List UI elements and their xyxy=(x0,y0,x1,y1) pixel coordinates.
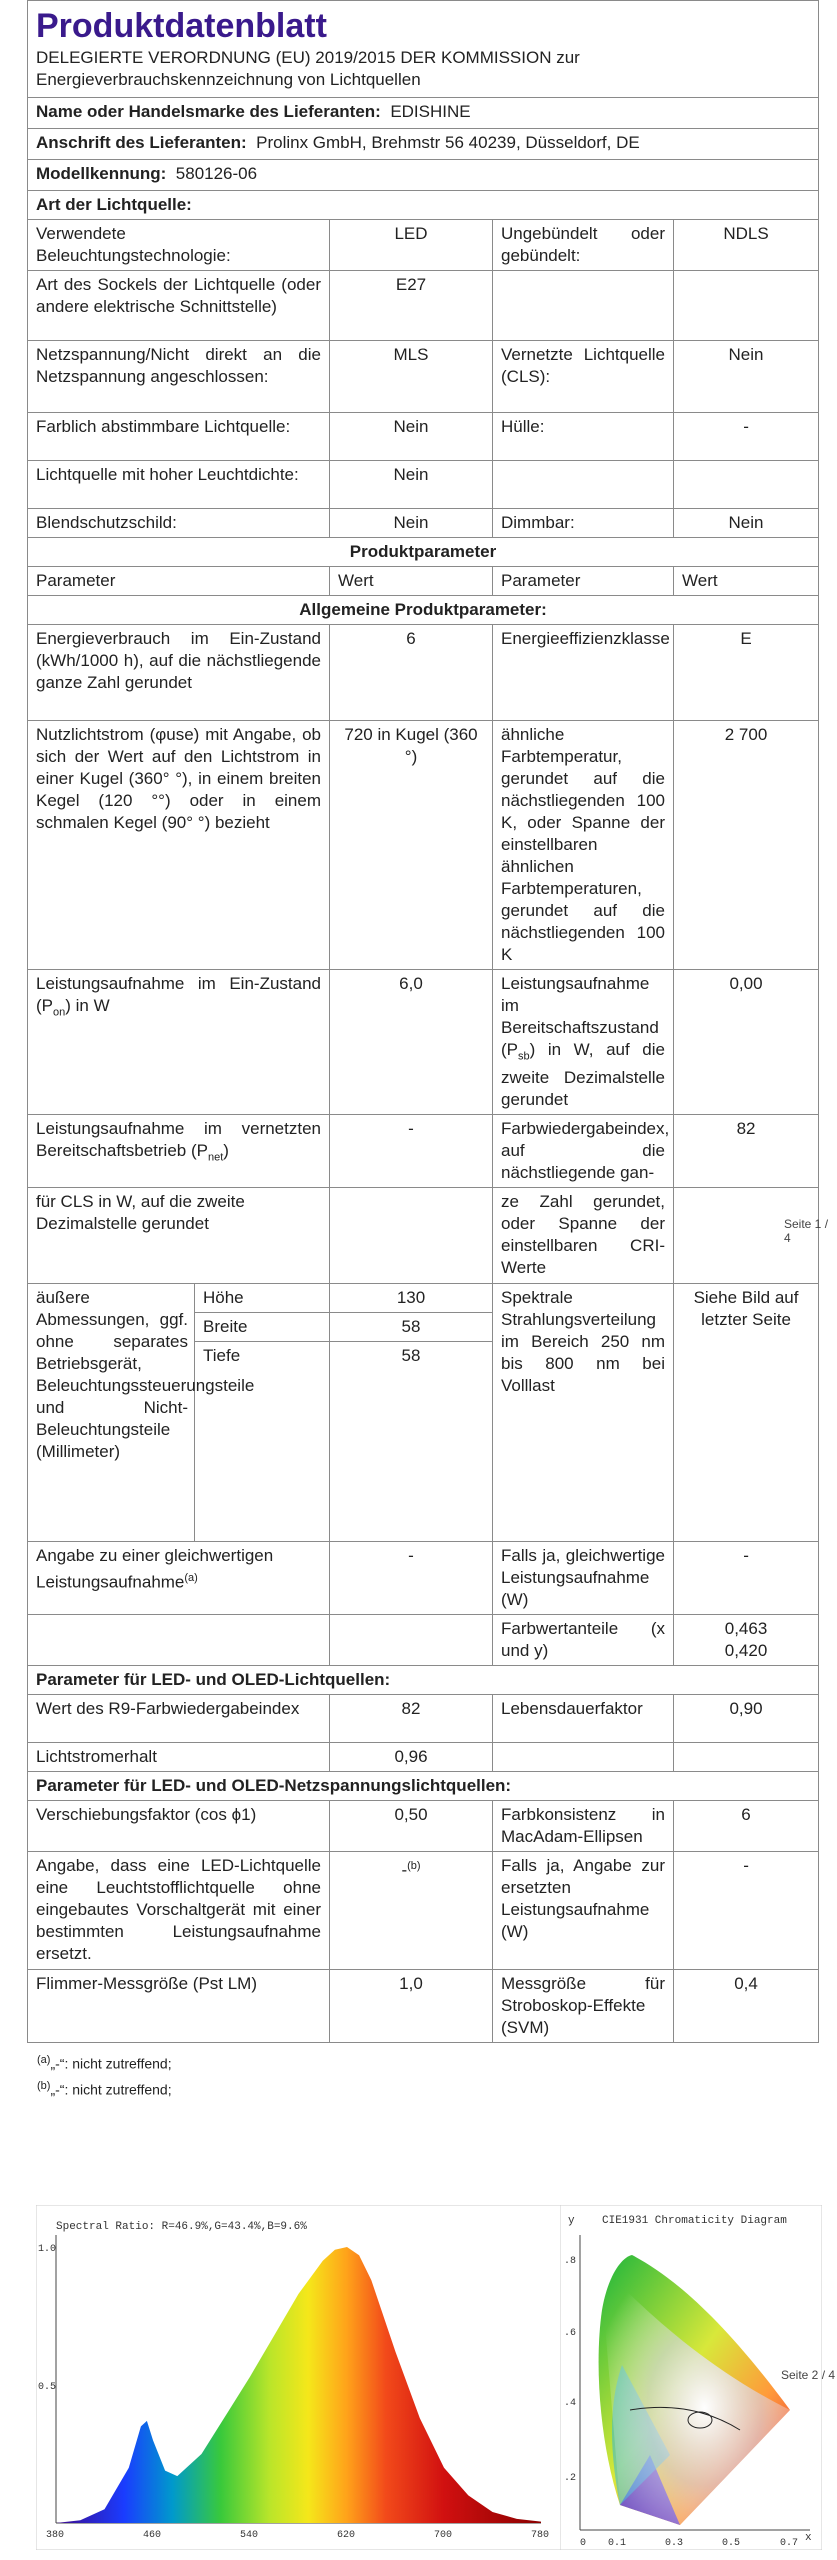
column-header-param: Parameter xyxy=(493,567,674,596)
general-params-title: Allgemeine Produktparameter: xyxy=(28,596,819,625)
spectrum-x-tick-label: 380 xyxy=(46,2530,65,2541)
supplier-address-value: Prolinx GmbH, Brehmstr 56 40239, Düsseldorf, DE xyxy=(256,133,640,152)
table-cell xyxy=(28,1115,330,1188)
footnote-b xyxy=(27,2075,818,2101)
table-cell: Verwendete Beleuchtungstechnologie: xyxy=(28,220,330,271)
cie-y-tick-label: .6 xyxy=(564,2328,577,2339)
table-cell: 6 xyxy=(674,1801,819,1852)
table-cell: E27 xyxy=(330,271,493,341)
table-cell: Angabe, dass eine LED-Lichtquelle eine Leuchtstofflichtquelle ohne eingebautes Vorschaltgerät mit einer bestimmten Leistungsaufnahme ersetzt. xyxy=(28,1852,330,1970)
supplier-address-label: Anschrift des Lieferanten: xyxy=(36,133,247,152)
spectrum-x-tick-label: 700 xyxy=(434,2530,453,2541)
table-cell: Messgröße für Stroboskop-Effekte (SVM) xyxy=(493,1970,674,2043)
table-cell: Verschiebungsfaktor (cos ϕ1) xyxy=(28,1801,330,1852)
table-cell: Art des Sockels der Lichtquelle (oder andere elektrische Schnittstelle) xyxy=(28,271,330,341)
table-cell: MLS xyxy=(330,341,493,413)
footnote-ref-b: (b) xyxy=(407,1860,421,1873)
pnet-label-text: Leistungsaufnahme im vernetzten Bereitschaftsbetrieb (P xyxy=(36,1119,321,1161)
table-cell: Dimmbar: xyxy=(493,509,674,538)
psb-label-subscript: sb xyxy=(518,1050,530,1063)
table-cell xyxy=(493,461,674,509)
cie-title: CIE1931 Chromaticity Diagram xyxy=(602,2215,787,2227)
table-cell: für CLS in W, auf die zweite Dezimalstelle gerundet xyxy=(28,1188,330,1284)
cie-x-tick-label: 0.3 xyxy=(665,2538,684,2549)
cie-y-tick-label: .8 xyxy=(564,2256,577,2267)
page-number: Seite 1 / 4 xyxy=(784,1217,829,1245)
table-cell: Hülle: xyxy=(493,413,674,461)
table-cell xyxy=(674,1743,819,1772)
mains-params-title: Parameter für LED- und OLED-Netzspannungslichtquellen: xyxy=(28,1772,819,1801)
table-cell: Falls ja, gleichwertige Leistungsaufnahme (W) xyxy=(493,1542,674,1615)
retro-value: - xyxy=(401,1861,408,1881)
cie-y-tick-label: .4 xyxy=(564,2398,577,2409)
table-cell: Energieeffizienzklasse xyxy=(493,625,674,721)
dimension-value: 58 xyxy=(330,1342,493,1542)
psb-label-unit: ) in W, auf die zweite Dezimalstelle gerundet xyxy=(501,1040,665,1110)
table-cell: ze Zahl gerundet, oder Spanne der einstellbaren CRI-Werte xyxy=(493,1188,674,1284)
table-cell: 0,96 xyxy=(330,1743,493,1772)
spectrum-x-tick-label: 460 xyxy=(143,2530,162,2541)
dimension-value: 58 xyxy=(330,1313,493,1342)
spectrum-title: Spectral Ratio: R=46.9%,G=43.4%,B=9.6% xyxy=(56,2221,307,2233)
led-params-title: Parameter für LED- und OLED-Lichtquellen: xyxy=(28,1666,819,1695)
table-cell: Energieverbrauch im Ein-Zustand (kWh/1000 h), auf die nächstliegende ganze Zahl gerundet xyxy=(28,625,330,721)
cie-x-tick-label: 0.1 xyxy=(608,2538,627,2549)
table-cell: Ungebündelt oder gebündelt: xyxy=(493,220,674,271)
spectrum-y-tick-label: 0.5 xyxy=(38,2382,57,2393)
table-cell: E xyxy=(674,625,819,721)
table-cell: Blendschutzschild: xyxy=(28,509,330,538)
table-cell: Nein xyxy=(674,509,819,538)
table-cell: Nein xyxy=(674,341,819,413)
dimension-name: Tiefe xyxy=(195,1342,330,1542)
spectrum-x-tick-label: 780 xyxy=(531,2530,550,2541)
table-cell xyxy=(493,970,674,1115)
cie-x-tick-label: 0.5 xyxy=(722,2538,741,2549)
table-cell: 0,4 xyxy=(674,1970,819,2043)
table-cell: Nein xyxy=(330,413,493,461)
table-cell: Farbwertanteile (x und y) xyxy=(493,1615,674,1666)
supplier-name-label: Name oder Handelsmarke des Lieferanten: xyxy=(36,102,381,121)
table-cell: 0,50 xyxy=(330,1801,493,1852)
dimension-name: Breite xyxy=(195,1313,330,1342)
model-label: Modellkennung: xyxy=(36,164,167,183)
dimension-name: Höhe xyxy=(195,1284,330,1313)
table-cell: Siehe Bild auf letzter Seite xyxy=(674,1284,819,1542)
table-cell: NDLS xyxy=(674,220,819,271)
footnotes xyxy=(27,2049,818,2100)
chroma-y-value: 0,420 xyxy=(724,1641,768,1661)
model-value: 580126-06 xyxy=(175,164,258,183)
table-cell: - xyxy=(674,1542,819,1615)
table-cell: Farblich abstimmbare Lichtquelle: xyxy=(28,413,330,461)
cie-x-label: x xyxy=(805,2532,812,2544)
table-cell xyxy=(674,271,819,341)
page-title: Produktdatenblatt xyxy=(36,7,327,45)
table-cell: 1,0 xyxy=(330,1970,493,2043)
equiv-label-text: Angabe zu einer gleichwertigen Leistungsaufnahme xyxy=(36,1546,274,1593)
table-cell: äußere Abmessungen, ggf. ohne separates Betriebsgerät, Beleuchtungssteuerungsteile und Nicht-Beleuchtungsteile (Millimeter) xyxy=(28,1284,195,1542)
table-cell: Lichtquelle mit hoher Leuchtdichte: xyxy=(28,461,330,509)
table-cell: - xyxy=(330,1542,493,1615)
pon-label-subscript: on xyxy=(53,1006,66,1019)
column-header-value: Wert xyxy=(330,567,493,596)
psb-label-text: Leistungsaufnahme im Bereitschaftszustand (P xyxy=(501,974,659,1059)
table-cell xyxy=(28,970,330,1115)
table-cell: Flimmer-Messgröße (Pst LM) xyxy=(28,1970,330,2043)
spectrum-x-tick-label: 620 xyxy=(337,2530,356,2541)
table-cell xyxy=(493,1743,674,1772)
dimension-value: 130 xyxy=(330,1284,493,1313)
table-cell: 82 xyxy=(330,1695,493,1743)
pon-label-unit: ) in W xyxy=(65,996,110,1015)
footnote-a xyxy=(27,2049,818,2075)
pnet-label-subscript: net xyxy=(207,1151,224,1164)
table-cell xyxy=(674,1615,819,1666)
table-cell: - xyxy=(674,413,819,461)
datasheet xyxy=(27,0,818,2101)
table-cell: Netzspannung/Nicht direkt an die Netzspannung angeschlossen: xyxy=(28,341,330,413)
pon-label-text: Leistungsaufnahme im Ein-Zustand (P xyxy=(36,974,321,1015)
table-cell: Spektrale Strahlungsverteilung im Bereich 250 nm bis 800 nm bei Volllast xyxy=(493,1284,674,1542)
cie-x-tick-label: 0.7 xyxy=(780,2538,799,2549)
table-cell: Lebensdauerfaktor xyxy=(493,1695,674,1743)
table-cell: - xyxy=(330,1115,493,1188)
column-header-value: Wert xyxy=(674,567,819,596)
table-cell xyxy=(330,1615,493,1666)
page-number: Seite 2 / 4 xyxy=(781,2368,836,2382)
table-cell: 0,00 xyxy=(674,970,819,1115)
table-cell xyxy=(28,1615,330,1666)
regulation-subtitle: DELEGIERTE VERORDNUNG (EU) 2019/2015 DER KOMMISSION zur Energieverbrauchskennzeichnung von Lichtquellen xyxy=(36,48,580,89)
table-cell: Falls ja, Angabe zur ersetzten Leistungsaufnahme (W) xyxy=(493,1852,674,1970)
table-cell xyxy=(330,1188,493,1284)
footnote-b-mark: (b) xyxy=(37,2080,51,2093)
spectrum-y-tick-label: 1.0 xyxy=(38,2244,57,2255)
product-params-title: Produktparameter xyxy=(28,538,819,567)
spectrum-chart xyxy=(36,2205,564,2550)
table-cell: 82 xyxy=(674,1115,819,1188)
table-cell xyxy=(330,1852,493,1970)
cie-x-tick-label: 0 xyxy=(580,2538,587,2549)
table-cell xyxy=(28,1542,330,1615)
table-cell: Lichtstromerhalt xyxy=(28,1743,330,1772)
table-cell xyxy=(674,461,819,509)
table-cell: 6 xyxy=(330,625,493,721)
table-cell: Farbkonsistenz in MacAdam-Ellipsen xyxy=(493,1801,674,1852)
cie-y-label: y xyxy=(568,2215,575,2227)
supplier-name-value: EDISHINE xyxy=(390,102,471,121)
table-cell: Nein xyxy=(330,509,493,538)
table-cell: LED xyxy=(330,220,493,271)
footnote-ref-a: (a) xyxy=(184,1572,198,1585)
footnote-b-text: „-“: nicht zutreffend; xyxy=(50,2081,172,2098)
table-cell xyxy=(493,271,674,341)
table-cell: ähnliche Farbtemperatur, gerundet auf die nächstliegenden 100 K, oder Spanne der einstellbaren ähnlichen Farbtemperaturen, gerundet auf die nächstliegenden 100 K xyxy=(493,721,674,970)
table-cell: - xyxy=(674,1852,819,1970)
spectrum-x-tick-label: 540 xyxy=(240,2530,259,2541)
datasheet-table xyxy=(27,0,819,2043)
footnote-a-text: „-“: nicht zutreffend; xyxy=(50,2056,172,2073)
table-cell: 720 in Kugel (360 °) xyxy=(330,721,493,970)
table-cell: Nutzlichtstrom (φuse) mit Angabe, ob sich der Wert auf den Lichtstrom in einer Kugel (360° °), in einem breiten Kegel (120 °°) oder in einem schmalen Kegel (90° °) bezieht xyxy=(28,721,330,970)
table-cell: Farbwiedergabeindex, auf die nächstliegende gan- xyxy=(493,1115,674,1188)
lightsource-section-title: Art der Lichtquelle: xyxy=(28,191,819,220)
table-cell: 6,0 xyxy=(330,970,493,1115)
table-cell: 0,90 xyxy=(674,1695,819,1743)
pnet-label-end: ) xyxy=(223,1141,229,1161)
cie-y-tick-label: .2 xyxy=(564,2473,577,2484)
table-cell: Wert des R9-Farbwiedergabeindex xyxy=(28,1695,330,1743)
table-cell: Vernetzte Lichtquelle (CLS): xyxy=(493,341,674,413)
footnote-a-mark: (a) xyxy=(37,2054,51,2067)
column-header-param: Parameter xyxy=(28,567,330,596)
table-cell: Nein xyxy=(330,461,493,509)
chroma-x-value: 0,463 xyxy=(724,1619,768,1639)
table-cell: 2 700 xyxy=(674,721,819,970)
